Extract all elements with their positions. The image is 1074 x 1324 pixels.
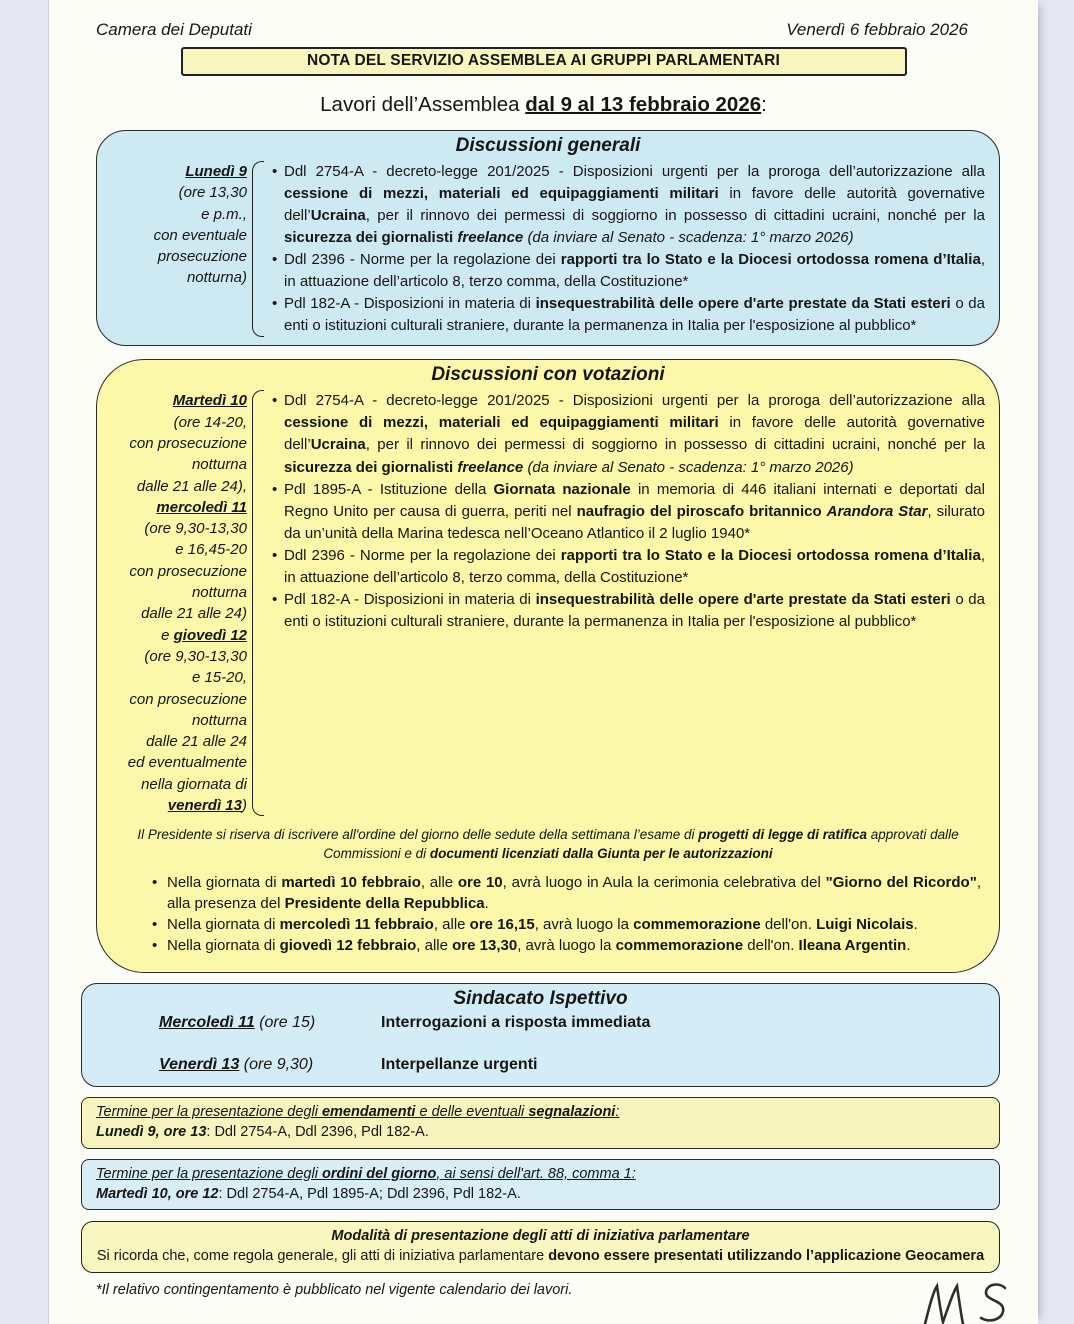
- text-run: .: [484, 895, 489, 913]
- document-date: Venerdì 6 febbraio 2026: [786, 20, 968, 39]
- text-run: giovedì 12: [173, 626, 247, 644]
- text-run: rapporti tra lo Stato e la Diocesi ortodossa romena d’Italia: [560, 546, 981, 564]
- agenda-item: [271, 390, 985, 478]
- text-run: cessione di mezzi, materiali ed equipaggiamenti militari: [284, 414, 719, 432]
- schedule-line: [97, 561, 247, 582]
- text-run: con prosecuzione: [129, 434, 247, 452]
- text-run: Ucraina: [310, 436, 366, 454]
- text-run: : Ddl 2754-A, Pdl 1895-A; Ddl 2396, Pdl 182-A.: [218, 1185, 521, 1202]
- text-run: sicurezza dei giornalisti: [284, 458, 454, 476]
- section-heading: Sindacato Ispettivo: [453, 988, 628, 1010]
- schedule-line: [97, 204, 247, 225]
- text-run: in favore delle autorità governative dell’: [284, 185, 985, 225]
- schedule-line: [97, 689, 247, 710]
- text-run: (da inviare al Senato - scadenza: 1° marzo 2026): [527, 458, 854, 476]
- schedule-line: [97, 646, 247, 667]
- modalita-box: [81, 1221, 1000, 1273]
- sindacato-row: [82, 1014, 999, 1032]
- sindacato-when: [159, 1056, 381, 1074]
- institution-name: Camera dei Deputati: [96, 20, 252, 39]
- deadline-ordini-del-giorno: [81, 1159, 1000, 1211]
- text-run: : Ddl 2754-A, Ddl 2396, Pdl 182-A.: [206, 1124, 429, 1141]
- schedule-line: [97, 182, 247, 203]
- text-run: devono essere presentati utilizzando l’applicazione Geocamera: [548, 1248, 985, 1265]
- text-run: o da enti o istituzioni culturali straniere, durante la permanenza in Italia per l'esposizione al pubblico*: [284, 295, 985, 335]
- text-run: commemorazione: [633, 916, 761, 934]
- text-run: , per il rinnovo dei permessi di soggiorno in possesso di cittadini ucraini, nonché per la: [365, 207, 985, 225]
- text-run: Ddl 2396 - Norme per la regolazione dei: [284, 546, 561, 564]
- text-run: dell'on.: [743, 937, 799, 955]
- text-run: , per il rinnovo dei permessi di soggiorno in possesso di cittadini ucraini, nonché per la: [365, 436, 985, 454]
- text-run: dalle 21 alle 24),: [136, 477, 247, 495]
- section-discussioni-generali: [96, 130, 1000, 346]
- schedule-line: [97, 161, 247, 182]
- schedule-line: [97, 752, 247, 773]
- text-run: cessione di mezzi, materiali ed equipaggiamenti militari: [284, 185, 719, 203]
- text-run: "Giorno del Ricordo": [825, 874, 977, 892]
- section-sindacato-ispettivo: [81, 983, 1000, 1087]
- text-run: Si ricorda che, come regola generale, gli atti di iniziativa parlamentare: [96, 1248, 549, 1265]
- text-run: , alla presenza del: [167, 874, 981, 913]
- schedule-line: [97, 412, 247, 433]
- text-run: con eventuale: [153, 226, 247, 244]
- text-run: in favore delle autorità governative dell’: [284, 414, 985, 454]
- page-title-suffix: :: [761, 93, 767, 116]
- text-run: (da inviare al Senato - scadenza: 1° marzo 2026): [527, 229, 854, 247]
- footnote: *Il relativo contingentamento è pubblicato nel vigente calendario dei lavori.: [96, 1282, 573, 1299]
- text-run: Nella giornata di: [167, 916, 280, 934]
- agenda-items: [271, 159, 985, 337]
- schedule-line: [97, 476, 247, 497]
- banner-title: NOTA DEL SERVIZIO ASSEMBLEA AI GRUPPI PARLAMENTARI: [181, 47, 907, 76]
- schedule-line: [97, 225, 247, 246]
- text-run: Luigi Nicolais: [816, 916, 914, 934]
- text-run: (ore 9,30-13,30: [144, 647, 247, 665]
- text-run: Lunedì 9, ore 13: [96, 1124, 207, 1141]
- schedule-line: [97, 518, 247, 539]
- page-title: [49, 93, 1038, 117]
- text-run: Nella giornata di: [167, 874, 282, 892]
- text-run: dalle 21 alle 24): [141, 605, 247, 623]
- text-run: ore 13,30: [452, 937, 518, 955]
- sindacato-row: [82, 1056, 999, 1074]
- text-run: , avrà luogo la: [534, 916, 634, 934]
- president-note: [97, 826, 999, 864]
- section-heading: Discussioni generali: [455, 135, 641, 156]
- text-run: progetti di legge di ratifica: [698, 827, 868, 843]
- text-run: notturna: [191, 711, 247, 729]
- text-run: o da enti o istituzioni culturali straniere, durante la permanenza in Italia per l'esposizione al pubblico*: [284, 590, 985, 630]
- modalita-body: [92, 1246, 989, 1266]
- text-run: (ore 14-20,: [173, 413, 247, 431]
- text-run: con prosecuzione: [129, 562, 247, 580]
- text-run: sicurezza dei giornalisti: [284, 229, 454, 247]
- text-run: ): [242, 797, 247, 815]
- schedule-line: [97, 267, 247, 288]
- agenda-item: [271, 589, 985, 633]
- text-run: ordini del giorno: [321, 1165, 437, 1182]
- document-header: [49, 16, 1038, 40]
- text-run: , in attuazione dell’articolo 8, terzo comma, della Costituzione*: [284, 546, 985, 586]
- text-run: Ucraina: [310, 207, 366, 225]
- text-run: freelance: [457, 229, 524, 247]
- text-run: Mercoledì 11: [159, 1014, 255, 1032]
- text-run: e 15-20,: [191, 669, 247, 687]
- text-run: Pdl 182-A - Disposizioni in materia di: [284, 590, 536, 608]
- text-run: emendamenti: [321, 1104, 416, 1121]
- text-run: Lunedì 9: [185, 163, 247, 180]
- sindacato-when: [159, 1014, 381, 1032]
- text-run: Venerdì 13: [159, 1056, 240, 1074]
- text-run: ore 10: [457, 874, 503, 892]
- agenda-item: [271, 161, 985, 249]
- agenda-item: [271, 545, 985, 589]
- schedule-line: [97, 390, 247, 411]
- text-run: e delle eventuali: [415, 1104, 529, 1121]
- page-title-dates: dal 9 al 13 febbraio 2026: [525, 93, 762, 116]
- text-run: e p.m.,: [201, 205, 247, 223]
- text-run: Pdl 182-A - Disposizioni in materia di: [284, 295, 536, 313]
- page-title-prefix: Lavori dell’Assemblea: [320, 93, 526, 116]
- text-run: ore 16,15: [469, 916, 535, 934]
- text-run: dell'on.: [760, 916, 817, 934]
- text-run: Presidente della Repubblica: [284, 895, 485, 913]
- schedule-line: [97, 582, 247, 603]
- text-run: naufragio del piroscafo britannico: [576, 502, 827, 520]
- brace-divider: [252, 161, 264, 337]
- schedule-row: [97, 386, 999, 824]
- text-run: , in attuazione dell’articolo 8, terzo comma, della Costituzione*: [284, 251, 985, 291]
- text-run: freelance: [457, 458, 524, 476]
- schedule-line: [97, 731, 247, 752]
- text-run: (ore 13,30: [178, 184, 247, 202]
- text-run: Termine per la presentazione degli: [96, 1165, 322, 1182]
- agenda-item: [271, 249, 985, 293]
- announcements: [152, 872, 981, 968]
- schedule-line: [97, 774, 247, 795]
- text-run: Nella giornata di: [167, 937, 280, 955]
- text-run: commemorazione: [615, 937, 744, 955]
- schedule-row: [97, 157, 999, 345]
- document-page: [48, 0, 1038, 1324]
- text-run: , ai sensi dell'art. 88, comma 1:: [436, 1165, 636, 1182]
- deadline-title: [96, 1164, 987, 1184]
- text-run: (ore 15): [254, 1014, 316, 1032]
- sindacato-what: Interpellanze urgenti: [381, 1056, 538, 1074]
- deadline-emendamenti: [81, 1097, 1000, 1149]
- text-run: e 16,45-20: [175, 541, 247, 559]
- modalita-title: Modalità di presentazione degli atti di iniziativa parlamentare: [331, 1228, 750, 1245]
- agenda-item: [271, 293, 985, 337]
- text-run: martedì 10 febbraio: [281, 874, 421, 892]
- text-run: insequestrabilità delle opere d'arte prestate da Stati esteri: [535, 590, 951, 608]
- text-run: .: [913, 916, 918, 934]
- text-run: documenti licenziati dalla Giunta per le autorizzazioni: [429, 846, 773, 862]
- text-run: approvati dalle Commissioni e di: [323, 827, 959, 862]
- text-run: notturna: [191, 584, 247, 602]
- schedule-line: [97, 454, 247, 475]
- schedule-dates: [97, 388, 247, 816]
- text-run: Martedì 10: [172, 392, 247, 410]
- text-run: .: [906, 937, 911, 955]
- text-run: , silurato da un’unità della Marina tedesca nell’Oceano Atlantico il 2 luglio 1940*: [284, 502, 985, 542]
- text-run: , avrà luogo la: [517, 937, 616, 955]
- text-run: segnalazioni: [528, 1104, 616, 1121]
- section-heading: Discussioni con votazioni: [431, 364, 665, 386]
- text-run: (ore 9,30-13,30: [144, 520, 247, 538]
- text-run: notturna: [191, 456, 247, 474]
- schedule-line: [97, 433, 247, 454]
- schedule-line: [97, 667, 247, 688]
- sindacato-what: Interrogazioni a risposta immediata: [381, 1014, 651, 1032]
- section-discussioni-votazioni: [96, 359, 1000, 973]
- text-run: nella giornata di: [141, 775, 247, 793]
- text-run: prosecuzione: [157, 248, 247, 266]
- text-run: Ddl 2754-A - decreto-legge 201/2025 - Disposizioni urgenti per la proroga dell’autorizzazione alla: [284, 392, 985, 410]
- announcement-item: [152, 914, 981, 935]
- announcement-item: [152, 935, 981, 956]
- text-run: (ore 9,30): [239, 1056, 314, 1074]
- text-run: con prosecuzione: [129, 690, 247, 708]
- text-run: Pdl 1895-A - Istituzione della: [284, 480, 494, 498]
- schedule-dates: [97, 159, 247, 337]
- schedule-line: [97, 497, 247, 518]
- schedule-line: [97, 539, 247, 560]
- schedule-line: [97, 603, 247, 624]
- schedule-line: [97, 710, 247, 731]
- text-run: mercoledì 11: [156, 498, 247, 516]
- text-run: mercoledì 11 febbraio: [279, 916, 434, 934]
- text-run: insequestrabilità delle opere d'arte prestate da Stati esteri: [535, 295, 951, 313]
- deadline-detail: [96, 1184, 987, 1204]
- brace-divider: [252, 390, 264, 816]
- text-run: rapporti tra lo Stato e la Diocesi ortodossa romena d’Italia: [560, 251, 981, 269]
- text-run: giovedì 12 febbraio: [279, 937, 417, 955]
- agenda-item: [271, 479, 985, 545]
- text-run: :: [615, 1104, 620, 1121]
- text-run: e: [161, 626, 174, 644]
- schedule-line: [97, 246, 247, 267]
- text-run: , avrà luogo in Aula la cerimonia celebrativa del: [502, 874, 826, 892]
- text-run: venerdì 13: [167, 797, 242, 815]
- text-run: notturna): [186, 269, 247, 287]
- text-run: in memoria di 446 italiani internati e deportati dal Regno Unito per causa di guerra, periti nel: [284, 480, 985, 520]
- text-run: Il Presidente si riserva di iscrivere all'ordine del giorno delle sedute della settimana l’esame di: [137, 827, 699, 843]
- text-run: ed eventualmente: [127, 754, 247, 772]
- text-run: , alle: [420, 874, 458, 892]
- text-run: Ddl 2396 - Norme per la regolazione dei: [284, 251, 561, 269]
- text-run: Giornata nazionale: [493, 480, 631, 498]
- handwritten-initials: [917, 1280, 1037, 1324]
- schedule-line: [97, 625, 247, 646]
- deadline-detail: [96, 1122, 987, 1142]
- text-run: , alle: [416, 937, 453, 955]
- schedule-line: [97, 795, 247, 816]
- text-run: Ileana Argentin: [798, 937, 907, 955]
- announcement-item: [152, 872, 981, 914]
- text-run: Ddl 2754-A - decreto-legge 201/2025 - Disposizioni urgenti per la proroga dell’autorizzazione alla: [284, 163, 985, 180]
- text-run: , alle: [433, 916, 470, 934]
- text-run: Termine per la presentazione degli: [96, 1104, 322, 1121]
- text-run: Arandora Star: [826, 502, 928, 520]
- text-run: dalle 21 alle 24: [146, 733, 247, 751]
- text-run: Martedì 10, ore 12: [96, 1185, 219, 1202]
- agenda-items: [271, 388, 985, 816]
- deadline-title: [96, 1102, 987, 1122]
